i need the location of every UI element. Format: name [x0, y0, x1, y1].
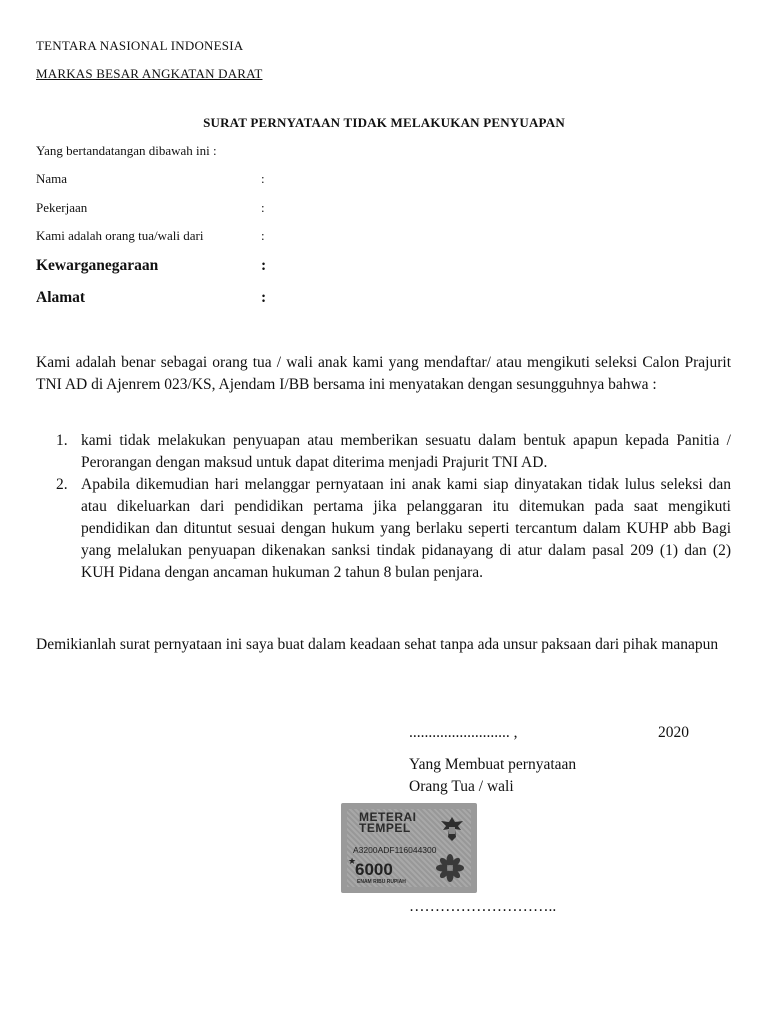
- field-colon: :: [261, 289, 267, 306]
- field-colon: :: [261, 257, 267, 274]
- field-label-kewarganegaraan: Kewarganegaraan: [36, 257, 159, 274]
- field-label-orang-tua: Kami adalah orang tua/wali dari: [36, 228, 204, 243]
- statement-paragraph: Kami adalah benar sebagai orang tua / wali anak kami yang mendaftar/ atau mengikuti seleksi Calon Prajurit TNI AD di Ajenrem 023/KS, Ajendam I/BB bersama ini menyatakan dengan sesungguhnya bahwa :: [36, 354, 731, 393]
- org-unit: MARKAS BESAR ANGKATAN DARAT: [36, 66, 263, 81]
- field-label-nama: Nama: [36, 171, 68, 186]
- list-item-text: Apabila dikemudian hari melanggar pernyataan ini anak kami siap dinyatakan tidak lulus seleksi dan atau dikeluarkan dari pendidikan pertama jika pelanggaran itu ditemukan pada saat mengikuti pendidikan dan dituntut sesuai dengan hukum yang berlaku seperti tercantum dalam KUHP abb Bagi yang melalukan penyuapan dikenakan sanksi tindak pidanayang di atur dalam pasal 209 (1) dan (2) KUH Pidana dengan ancaman hukuman 2 tahun 8 bulan penjara.: [81, 476, 731, 581]
- signer-name-line: ………………………..: [409, 898, 557, 915]
- list-item-number: 2.: [56, 476, 68, 493]
- stamp-value-words: ENAM RIBU RUPIAH: [357, 879, 406, 885]
- list-item: [36, 430, 731, 474]
- stamp-serial: A3200ADF116044300: [353, 845, 437, 855]
- revenue-stamp: [341, 803, 477, 893]
- list-item-text: kami tidak melakukan penyuapan atau memberikan sesuatu dalam bentuk apapun kepada Panitia / Perorangan dengan maksud untuk dapat diterima menjadi Prajurit TNI AD.: [81, 432, 731, 471]
- intro-text: Yang bertandatangan dibawah ini :: [36, 143, 217, 158]
- field-colon: :: [261, 171, 265, 186]
- stamp-value: 6000: [355, 860, 393, 879]
- field-label-alamat: Alamat: [36, 289, 86, 306]
- list-item: [36, 474, 731, 584]
- document-title: SURAT PERNYATAAN TIDAK MELAKUKAN PENYUAPAN: [203, 115, 565, 130]
- signer-role: Orang Tua / wali: [409, 778, 514, 795]
- closing-paragraph: Demikianlah surat pernyataan ini saya buat dalam keadaan sehat tanpa ada unsur paksaan dari pihak manapun: [36, 636, 719, 653]
- star-icon: ★: [348, 856, 357, 866]
- stamp-title: METERAI TEMPEL: [359, 810, 417, 835]
- flower-ornament-icon: [435, 853, 465, 883]
- place-date-line: .......................... ,: [409, 724, 518, 741]
- org-name: TENTARA NASIONAL INDONESIA: [36, 38, 244, 53]
- field-label-pekerjaan: Pekerjaan: [36, 200, 88, 215]
- garuda-emblem-icon: [439, 815, 465, 843]
- field-colon: :: [261, 200, 265, 215]
- field-colon: :: [261, 228, 265, 243]
- year: 2020: [658, 724, 689, 741]
- list-item-number: 1.: [56, 432, 68, 449]
- statement-list: [36, 430, 731, 584]
- signer-caption: Yang Membuat pernyataan: [409, 756, 577, 773]
